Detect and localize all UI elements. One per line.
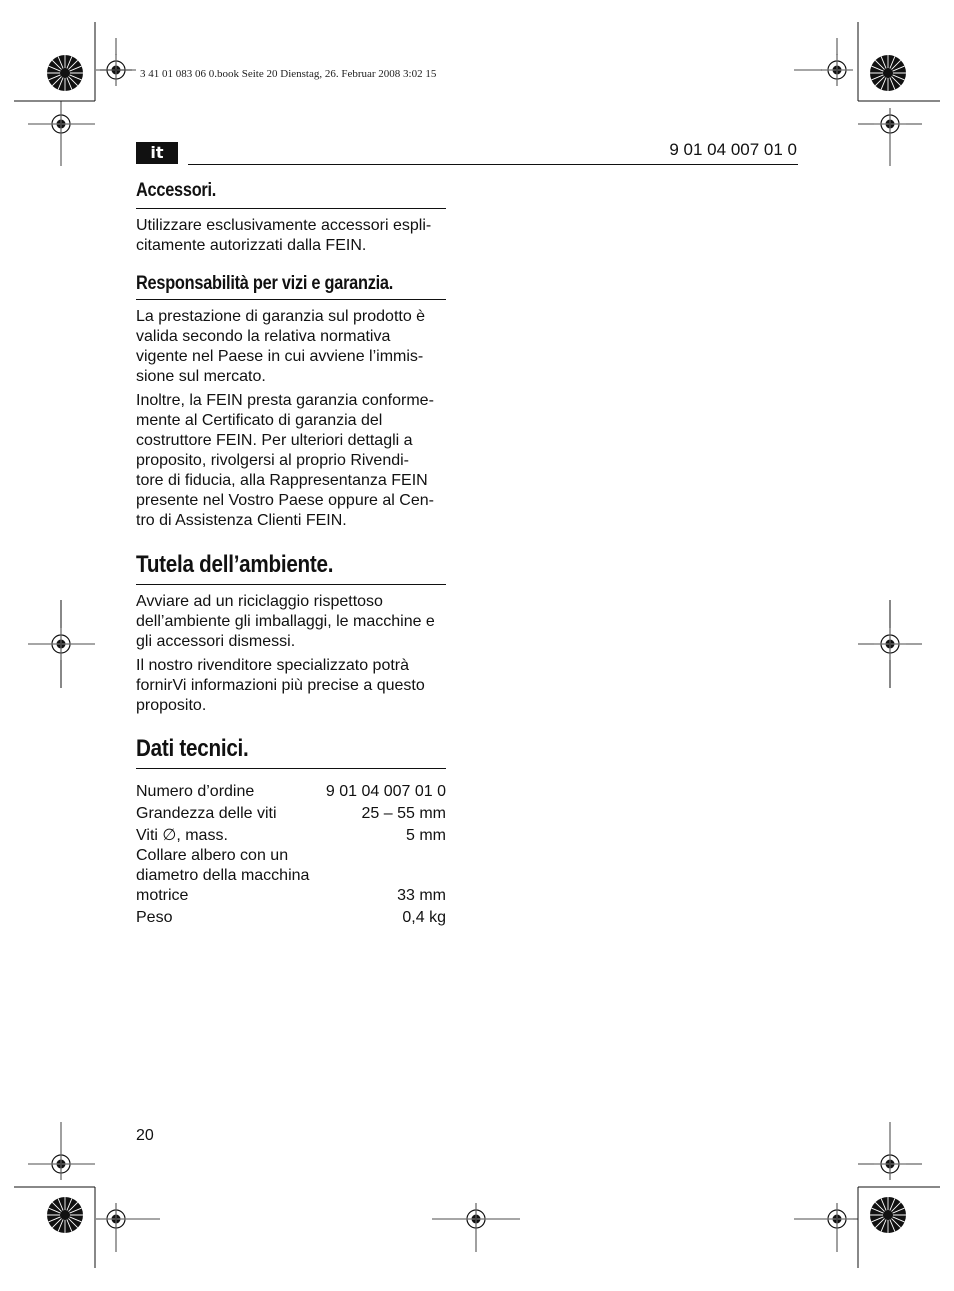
paragraph-garanzia-2: Inoltre, la FEIN presta garanzia conforme- mente al Certificato di garanzia del costruttore FEIN. Per ulteriori dettagli a proposito, rivolgersi al proprio Rivendi- tore di fiducia, alla Rappresentanza FEIN presente nel Vostro Paese oppure al Cen- tro di Assistenza Clienti FEIN.	[136, 392, 434, 529]
paragraph-ambiente-1: Avviare ad un riciclaggio rispettoso dell’ambiente gli imballaggi, le macchine e gli accessori dismessi.	[136, 593, 435, 650]
paragraph-ambiente-2: Il nostro rivenditore specializzato potrà fornirVi informazioni più precise a questo proposito.	[136, 657, 425, 714]
spec-value: 5 mm	[406, 827, 446, 844]
rule-garanzia	[136, 299, 446, 300]
page-number: 20	[136, 1127, 154, 1144]
spec-label: Peso	[136, 909, 173, 926]
paragraph-garanzia-1: La prestazione di garanzia sul prodotto è valida secondo la relativa normativa vigente nel Paese in cui avviene l’immis- sione sul mercato.	[136, 308, 426, 385]
rule-ambiente	[136, 584, 446, 585]
rule-dati-tecnici	[136, 768, 446, 769]
spec-value: 9 01 04 007 01 0	[325, 783, 446, 800]
heading-ambiente: Tutela dell’ambiente.	[136, 551, 334, 578]
spec-row	[136, 802, 446, 824]
spec-row	[136, 846, 446, 906]
spec-value: 25 – 55 mm	[361, 805, 446, 822]
spec-table	[136, 780, 446, 928]
spec-value: 0,4 kg	[402, 909, 446, 926]
spec-row	[136, 824, 446, 846]
language-badge: it	[136, 142, 178, 164]
spec-row	[136, 906, 446, 928]
book-file-info: 3 41 01 083 06 0.book Seite 20 Dienstag, 26. Februar 2008 3:02 15	[140, 68, 437, 80]
spec-row	[136, 780, 446, 802]
spec-label: Numero d’ordine	[136, 783, 255, 800]
paragraph-accessori: Utilizzare esclusivamente accessori espli- citamente autorizzati dalla FEIN.	[136, 217, 432, 254]
heading-accessori: Accessori.	[136, 180, 217, 201]
spec-label: Viti ∅, mass.	[136, 827, 228, 844]
header-rule	[188, 164, 798, 165]
spec-value: 33 mm	[397, 887, 446, 904]
header-order-number: 9 01 04 007 01 0	[669, 140, 797, 159]
spec-label: Grandezza delle viti	[136, 805, 277, 822]
rule-accessori	[136, 208, 446, 209]
spec-label: Collare albero con un diametro della macchina motrice	[136, 847, 310, 904]
heading-dati-tecnici: Dati tecnici.	[136, 735, 249, 762]
heading-garanzia: Responsabilità per vizi e garanzia.	[136, 273, 394, 294]
